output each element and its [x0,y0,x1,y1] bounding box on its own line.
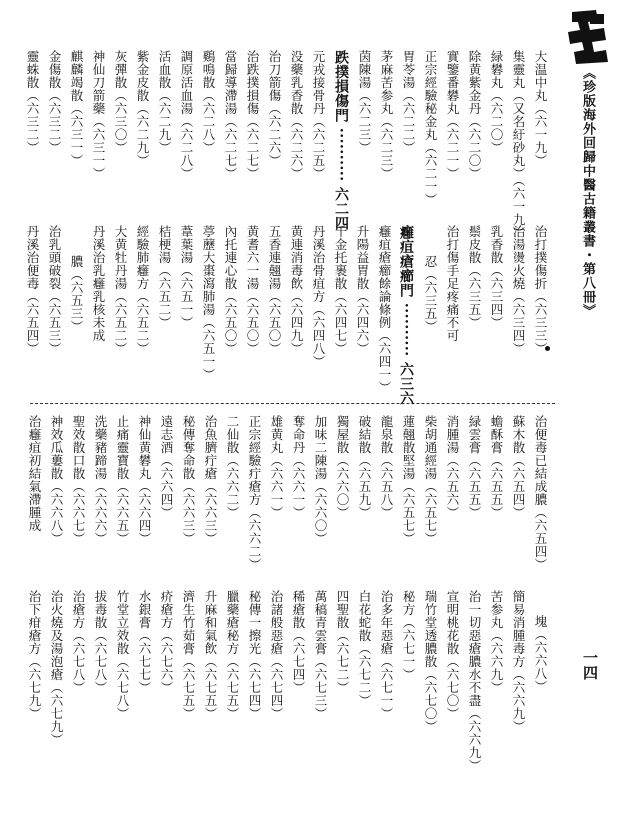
toc-entry: 實鑒番礬丸（六二一） [445,50,460,180]
toc-entry: 秘傳一擦光（六七四） [247,590,262,720]
toc-entry: 升陽益胃散（六四六） [355,225,370,355]
toc-entry: 膿（六五三） [69,255,84,333]
toc-entry: 治癰疽初結氣滯腫成 [27,415,42,532]
toc-entry: 稀瘡散（六七四） [291,590,306,694]
toc-entry: 茅麻苦参丸（六二三） [379,50,394,180]
toc-entry: 神仙黄礬丸（六六四） [137,415,152,545]
toc-entry: 大温中丸（六一九） [533,50,548,167]
toc-entry: 蘇木散（六五四） [511,415,526,519]
toc-entry: 葶藶大棗瀉肺湯（六五一） [201,225,216,381]
page-number: 一四 [581,650,599,680]
toc-entry: 緑雲膏（六五五） [467,415,482,519]
toc-entry: 治火燒及湯泡瘡（六七九） [49,590,64,746]
toc-entry: 没藥乳香散（六二六） [289,50,304,180]
toc-entry: 疥瘡方（六七六） [159,590,174,694]
toc-entry: 二仙散（六六二） [225,415,240,519]
toc-entry: 紫金皮散（六二九） [135,50,150,167]
toc-entry: 治下疳瘡方（六七九） [27,590,42,720]
toc-entry: 雄黄丸（六六一） [269,415,284,519]
toc-entry: 獨屋散（六六〇） [335,415,350,519]
toc-entry: 臘藥瘡秘方（六七五） [225,590,240,720]
toc-entry: 元戎接骨丹（六二五） [311,50,326,180]
toc-entry: 經驗肺癰方（六五二） [135,225,150,355]
section-divider [30,403,555,404]
toc-entry: 秘傳奪命散（六六三） [181,415,196,545]
toc-entry: 龍泉散（六五八） [379,415,394,519]
toc-entry: 內托連心散（六五〇） [223,225,238,355]
toc-entry: 集靈丸（又名紆砂丸）（六一九） [511,50,526,239]
toc-entry: 秘方（六七一） [401,590,416,681]
toc-entry: 蓮翹散堅湯（六五七） [401,415,416,545]
toc-entry: 治多年惡瘡（六七一） [379,590,394,720]
toc-entry: 黄連消毒飲（六四九） [289,225,304,355]
toc-entry: 塊（六六八） [533,615,548,693]
toc-entry: 治打傷手足疼痛不可 [445,225,460,342]
toc-entry: 消腫湯（六五六） [445,415,460,519]
toc-entry: 千金托裹散（六四七） [333,225,348,355]
publisher-logo [566,6,610,66]
toc-entry: 治瘡方（六七八） [71,590,86,694]
toc-entry: 葦葉湯（六五一） [179,225,194,329]
toc-entry: 拔毒散（六七八） [93,590,108,694]
toc-entry: 正宗經驗秘金丸（六二一） [423,50,438,206]
toc-entry: 萬稿青雲膏（六七三） [313,590,328,720]
toc-entry: 麒麟竭散（六三一） [69,50,84,167]
toc-entry: 治打撲傷折（六三三） [533,225,548,355]
section-heading: 跌撲損傷門 ·········· 六二四 [333,50,349,231]
toc-entry: 治魚臍疔瘡（六六三） [203,415,218,545]
toc-entry: 柴胡通經湯（六五七） [423,415,438,545]
toc-entry: 瑞竹堂透膿散（六七〇） [423,590,438,733]
toc-entry: 治諸般惡瘡（六七四） [269,590,284,720]
toc-entry: 調原活血湯（六二八） [179,50,194,180]
toc-entry: 治湯燙火燒（六三四） [511,225,526,355]
toc-entry: 胃苓湯（六二二） [401,50,416,154]
toc-entry: 正宗經驗疔瘡方（六六二） [247,415,262,571]
toc-entry: 桔梗湯（六五二） [157,225,172,329]
toc-entry: 除黄紫金丹（六二〇） [467,50,482,180]
toc-entry: 治刀箭傷（六二六） [267,50,282,167]
toc-entry: 乳香散（六三四） [489,225,504,329]
toc-entry: 鬃皮散（六三五） [467,225,482,329]
toc-entry: 灰彈散（六三〇） [113,50,128,154]
toc-entry: 活血散（六二九） [157,50,172,154]
toc-entry: 聖效散口散（六六七） [71,415,86,545]
toc-entry: 神效瓜蔞散（六六八） [49,415,64,545]
toc-entry: 靈蛛散（六三二） [25,50,40,154]
toc-entry: 治一切惡瘡膿水不盡（六六九） [467,590,482,772]
toc-entry: 忍（六三五） [423,255,438,333]
toc-entry: 洗藥豬蹄湯（六六六） [93,415,108,545]
toc-entry: 加味二陳湯（六六〇） [313,415,328,545]
toc-entry: 宣明桃花散（六七〇） [445,590,460,720]
toc-entry: 治跌撲損傷（六二七） [245,50,260,180]
toc-entry: 白花蛇散（六七二） [357,590,372,707]
toc-entry: 五香連翹湯（六五〇） [267,225,282,355]
toc-entry: 止痛靈寶散（六六五） [115,415,130,545]
toc-entry: 治乳頭破裂（六五三） [47,225,62,355]
toc-entry: 苦参丸（六六九） [489,590,504,694]
toc-entry: 神仙刀箭藥（六三一） [91,50,106,180]
toc-entry: 升麻和氣飲（六七五） [203,590,218,720]
toc-entry: 水銀膏（六七七） [137,590,152,694]
toc-entry: 四聖散（六七二） [335,590,350,694]
toc-entry: 簡易消腫毒方（六六九） [511,590,526,733]
toc-entry: 癰疽瘡癤餘論條例（六四一） [377,225,392,394]
toc-entry: 奪命丹（六六一） [291,415,306,519]
toc-entry: 茵陳湯（六二三） [357,50,372,154]
toc-entry: 破結散（六五九） [357,415,372,519]
toc-entry: 濟生竹茹膏（六七五） [181,590,196,720]
section-heading: 癰疽瘡癤門 ·········· 六三六 [398,225,414,406]
toc-entry: 竹堂立效散（六七八） [115,590,130,720]
toc-entry: 鷄鳴散（六二八） [201,50,216,154]
series-title: 《珍版海外回歸中醫古籍叢書・第八冊》 [580,66,595,318]
toc-entry: 遠志酒（六六四） [159,415,174,519]
toc-entry: 大黄牡丹湯（六五二） [113,225,128,355]
toc-entry: 蟾酥膏（六五五） [489,415,504,519]
toc-entry: 治便毒已結成膿（六五四） [533,415,548,571]
toc-entry: 丹溪治骨疽方（六四八） [311,225,326,368]
toc-entry: 丹溪治乳癰乳核未成 [91,225,106,342]
toc-entry: 黄耆六一湯（六五〇） [245,225,260,355]
toc-entry: 緑礬丸（六二〇） [489,50,504,154]
toc-entry: 金傷散（六三二） [47,50,62,154]
toc-entry: 丹溪治便毒（六五四） [25,225,40,355]
toc-entry: 當歸導滯湯（六二七） [223,50,238,180]
